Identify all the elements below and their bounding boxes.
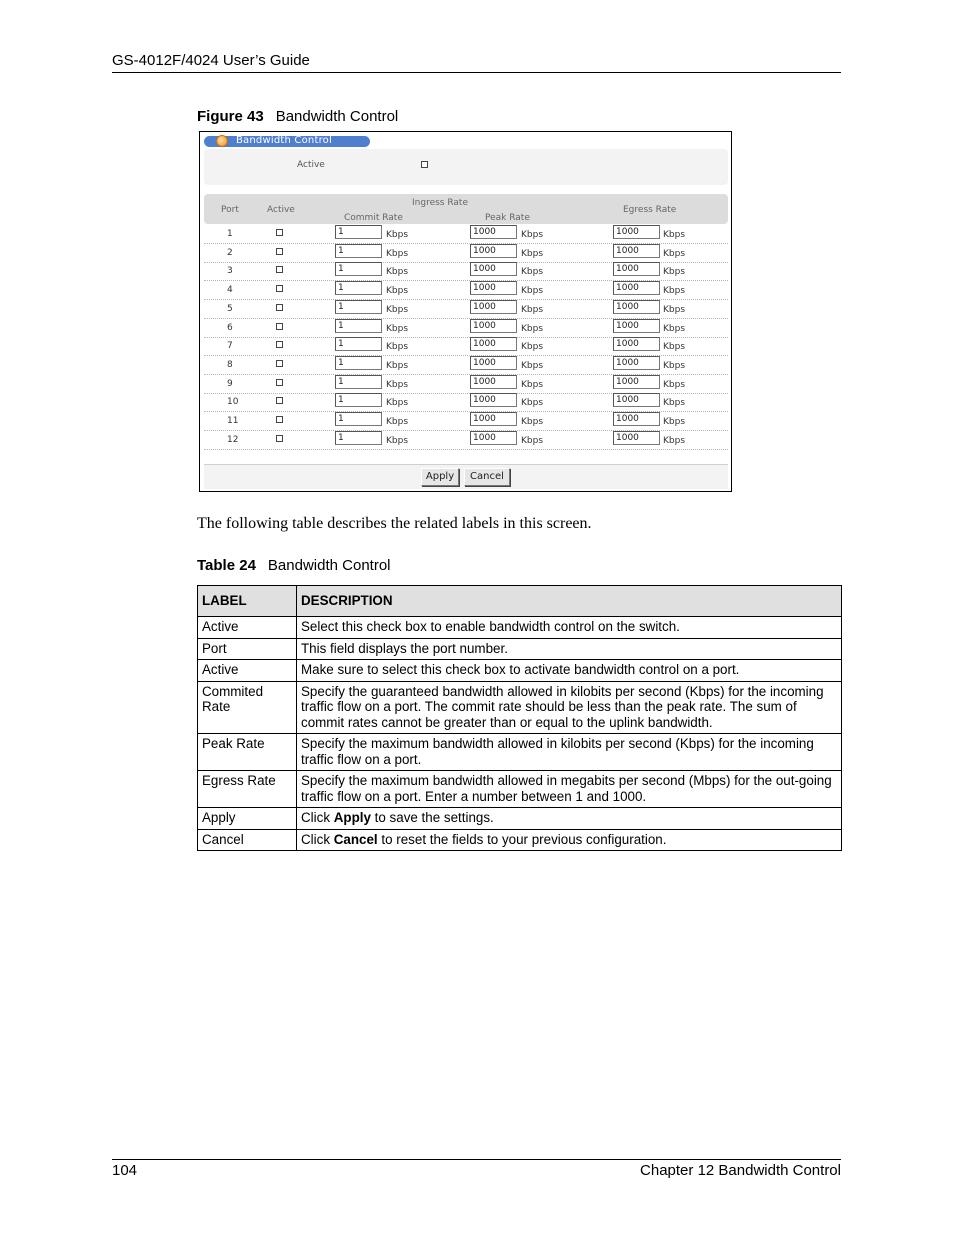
global-active-checkbox[interactable] <box>421 161 428 168</box>
orb-icon <box>216 135 228 147</box>
egress-rate-input[interactable]: 1000 <box>613 431 660 445</box>
intro-paragraph: The following table describes the related labels in this screen. <box>197 515 592 532</box>
commit-unit: Kbps <box>386 361 409 371</box>
description-bold-term: Apply <box>333 810 371 825</box>
commit-rate-input[interactable]: 1 <box>335 244 382 258</box>
commit-unit: Kbps <box>386 305 409 315</box>
figure-title: Bandwidth Control <box>275 108 399 125</box>
commit-unit: Kbps <box>386 417 409 427</box>
peak-rate-input[interactable]: 1000 <box>470 393 517 407</box>
port-row <box>204 355 728 375</box>
egress-unit: Kbps <box>663 417 686 427</box>
port-row <box>204 243 728 263</box>
table-row <box>198 829 842 851</box>
port-number: 9 <box>227 379 233 389</box>
port-number: 7 <box>227 341 233 351</box>
table-row <box>198 617 842 639</box>
port-number: 10 <box>227 397 239 407</box>
table-label: Table 24 <box>197 557 256 574</box>
commit-unit: Kbps <box>386 324 409 334</box>
port-number: 5 <box>227 304 233 314</box>
port-number: 3 <box>227 266 233 276</box>
port-active-checkbox[interactable] <box>276 379 283 386</box>
port-row <box>204 261 728 281</box>
screen-title: Bandwidth Control <box>236 135 332 146</box>
cancel-button[interactable]: Cancel <box>464 468 510 486</box>
commit-unit: Kbps <box>386 380 409 390</box>
table-title: Bandwidth Control <box>267 557 391 574</box>
running-header: GS-4012F/4024 User’s Guide <box>112 52 310 69</box>
peak-unit: Kbps <box>521 267 544 277</box>
peak-rate-input[interactable]: 1000 <box>470 375 517 389</box>
figure-label: Figure 43 <box>197 108 264 125</box>
peak-rate-input[interactable]: 1000 <box>470 300 517 314</box>
table-row <box>198 771 842 808</box>
egress-unit: Kbps <box>663 305 686 315</box>
description-table <box>197 585 842 851</box>
row-label: Apply <box>198 808 297 830</box>
commit-unit: Kbps <box>386 342 409 352</box>
commit-rate-input[interactable]: 1 <box>335 412 382 426</box>
commit-unit: Kbps <box>386 267 409 277</box>
col-port: Port <box>221 205 239 215</box>
commit-rate-input[interactable]: 1 <box>335 337 382 351</box>
description-text: to reset the fields to your previous configuration. <box>377 831 667 847</box>
egress-rate-input[interactable]: 1000 <box>613 412 660 426</box>
peak-unit: Kbps <box>521 230 544 240</box>
peak-unit: Kbps <box>521 417 544 427</box>
egress-rate-input[interactable]: 1000 <box>613 300 660 314</box>
port-active-checkbox[interactable] <box>276 323 283 330</box>
egress-rate-input[interactable]: 1000 <box>613 319 660 333</box>
port-row <box>204 374 728 394</box>
row-label: Active <box>198 660 297 682</box>
commit-rate-input[interactable]: 1 <box>335 262 382 276</box>
peak-rate-input[interactable]: 1000 <box>470 262 517 276</box>
col-ingress-rate: Ingress Rate <box>412 198 468 208</box>
egress-unit: Kbps <box>663 361 686 371</box>
commit-unit: Kbps <box>386 286 409 296</box>
egress-rate-input[interactable]: 1000 <box>613 337 660 351</box>
col-commit-rate: Commit Rate <box>344 213 403 223</box>
col-egress-rate: Egress Rate <box>623 205 677 215</box>
header-label: LABEL <box>198 586 297 617</box>
egress-unit: Kbps <box>663 286 686 296</box>
egress-unit: Kbps <box>663 342 686 352</box>
row-description: Specify the maximum bandwidth allowed in kilobits per second (Kbps) for the incoming traffic flow on a port. <box>297 734 842 771</box>
peak-rate-input[interactable]: 1000 <box>470 356 517 370</box>
peak-rate-input[interactable]: 1000 <box>470 281 517 295</box>
egress-rate-input[interactable]: 1000 <box>613 225 660 239</box>
egress-rate-input[interactable]: 1000 <box>613 244 660 258</box>
port-active-checkbox[interactable] <box>276 416 283 423</box>
row-description: Select this check box to enable bandwidth control on the switch. <box>297 617 842 639</box>
apply-button[interactable]: Apply <box>421 468 459 486</box>
global-active-panel <box>204 149 728 185</box>
peak-rate-input[interactable]: 1000 <box>470 225 517 239</box>
peak-rate-input[interactable]: 1000 <box>470 337 517 351</box>
description-bold-term: Cancel <box>333 831 378 847</box>
peak-unit: Kbps <box>521 324 544 334</box>
port-number: 6 <box>227 323 233 333</box>
egress-rate-input[interactable]: 1000 <box>613 356 660 370</box>
egress-unit: Kbps <box>663 324 686 334</box>
port-number: 1 <box>227 229 233 239</box>
peak-unit: Kbps <box>521 249 544 259</box>
row-description: Specify the maximum bandwidth allowed in megabits per second (Mbps) for the out-going traffic flow on a port. Enter a number between 1 and 1000. <box>297 771 842 808</box>
peak-rate-input[interactable]: 1000 <box>470 412 517 426</box>
chapter-title: Chapter 12 Bandwidth Control <box>640 1162 841 1179</box>
commit-rate-input[interactable]: 1 <box>335 225 382 239</box>
port-row <box>204 336 728 356</box>
row-label: Egress Rate <box>198 771 297 808</box>
peak-rate-input[interactable]: 1000 <box>470 244 517 258</box>
header-description: DESCRIPTION <box>297 586 842 617</box>
commit-rate-input[interactable]: 1 <box>335 319 382 333</box>
port-active-checkbox[interactable] <box>276 435 283 442</box>
commit-rate-input[interactable]: 1 <box>335 356 382 370</box>
commit-rate-input[interactable]: 1 <box>335 375 382 389</box>
port-active-checkbox[interactable] <box>276 229 283 236</box>
port-active-checkbox[interactable] <box>276 248 283 255</box>
egress-rate-input[interactable]: 1000 <box>613 393 660 407</box>
row-description: This field displays the port number. <box>297 638 842 660</box>
row-label: Commited Rate <box>198 681 297 734</box>
bandwidth-control-screenshot <box>199 131 732 492</box>
commit-rate-input[interactable]: 1 <box>335 431 382 445</box>
peak-unit: Kbps <box>521 305 544 315</box>
global-active-label: Active <box>297 160 325 170</box>
peak-unit: Kbps <box>521 436 544 446</box>
port-active-checkbox[interactable] <box>276 341 283 348</box>
port-row <box>204 430 728 450</box>
egress-rate-input[interactable]: 1000 <box>613 262 660 276</box>
commit-rate-input[interactable]: 1 <box>335 281 382 295</box>
row-description <box>297 829 842 851</box>
peak-unit: Kbps <box>521 342 544 352</box>
table-header-row <box>198 586 842 617</box>
port-number: 11 <box>227 416 239 426</box>
commit-unit: Kbps <box>386 436 409 446</box>
table-row <box>198 808 842 830</box>
port-row <box>204 392 728 412</box>
egress-rate-input[interactable]: 1000 <box>613 281 660 295</box>
table-body <box>198 617 842 851</box>
port-row <box>204 411 728 431</box>
table-row <box>198 638 842 660</box>
egress-unit: Kbps <box>663 380 686 390</box>
row-label: Port <box>198 638 297 660</box>
description-text: Click <box>301 831 334 847</box>
figure-caption <box>197 108 398 125</box>
port-row <box>204 299 728 319</box>
peak-unit: Kbps <box>521 286 544 296</box>
port-number: 4 <box>227 285 233 295</box>
egress-rate-input[interactable]: 1000 <box>613 375 660 389</box>
commit-unit: Kbps <box>386 230 409 240</box>
port-active-checkbox[interactable] <box>276 397 283 404</box>
port-row <box>204 224 728 244</box>
col-peak-rate: Peak Rate <box>485 213 530 223</box>
port-active-checkbox[interactable] <box>276 360 283 367</box>
table-row <box>198 681 842 734</box>
port-number: 12 <box>227 435 239 445</box>
egress-unit: Kbps <box>663 230 686 240</box>
peak-rate-input[interactable]: 1000 <box>470 319 517 333</box>
footer-rule <box>112 1159 841 1160</box>
row-label: Cancel <box>198 829 297 851</box>
port-row <box>204 280 728 300</box>
port-active-checkbox[interactable] <box>276 285 283 292</box>
peak-unit: Kbps <box>521 398 544 408</box>
row-label: Active <box>198 617 297 639</box>
row-description: Make sure to select this check box to activate bandwidth control on a port. <box>297 660 842 682</box>
peak-unit: Kbps <box>521 361 544 371</box>
commit-unit: Kbps <box>386 249 409 259</box>
port-active-checkbox[interactable] <box>276 304 283 311</box>
table-row <box>198 660 842 682</box>
row-description <box>297 808 842 830</box>
peak-rate-input[interactable]: 1000 <box>470 431 517 445</box>
egress-unit: Kbps <box>663 249 686 259</box>
egress-unit: Kbps <box>663 267 686 277</box>
screen-title-bar <box>204 136 370 147</box>
peak-unit: Kbps <box>521 380 544 390</box>
description-text: to save the settings. <box>370 810 494 825</box>
port-number: 8 <box>227 360 233 370</box>
port-active-checkbox[interactable] <box>276 266 283 273</box>
col-active: Active <box>267 205 295 215</box>
row-description: Specify the guaranteed bandwidth allowed in kilobits per second (Kbps) for the incoming traffic flow on a port. The commit rate should be less than the peak rate. The sum of commit rates cannot be greater than or equal to the uplink bandwidth. <box>297 681 842 734</box>
row-label: Peak Rate <box>198 734 297 771</box>
port-number: 2 <box>227 248 233 258</box>
header-rule <box>112 72 841 73</box>
port-row <box>204 318 728 338</box>
page-number: 104 <box>112 1162 138 1179</box>
commit-rate-input[interactable]: 1 <box>335 393 382 407</box>
table-row <box>198 734 842 771</box>
table-caption <box>197 557 391 574</box>
egress-unit: Kbps <box>663 436 686 446</box>
commit-rate-input[interactable]: 1 <box>335 300 382 314</box>
commit-unit: Kbps <box>386 398 409 408</box>
egress-unit: Kbps <box>663 398 686 408</box>
description-text: Click <box>301 810 334 825</box>
